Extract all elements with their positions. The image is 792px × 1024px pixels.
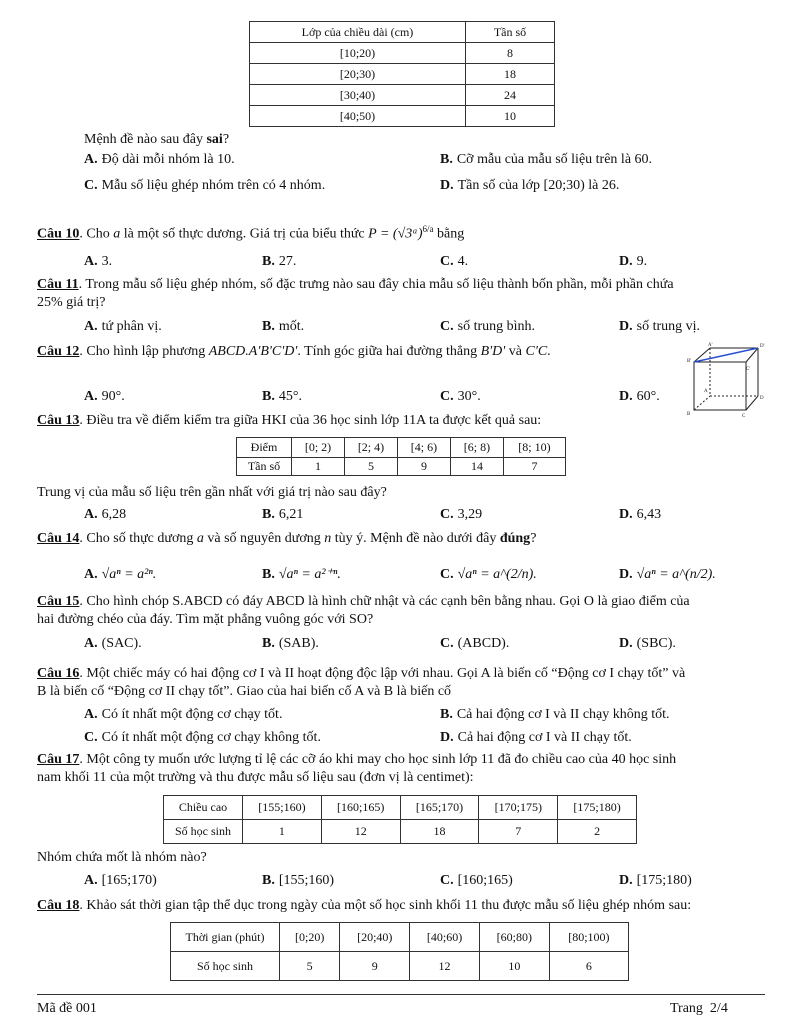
q13-stem: Câu 13. Điều tra về điểm kiểm tra giữa HKI của 36 học sinh lớp 11A ta được kết quả sau: xyxy=(37,413,542,428)
q11-option-a: A. tứ phân vị. xyxy=(84,319,162,334)
q15-stem: Câu 15. Cho hình chóp S.ABCD có đáy ABCD là hình chữ nhật và các cạnh bên bằng nhau. Gọi O là giao điểm của xyxy=(37,594,690,609)
cube-vertex-label: D xyxy=(760,396,764,401)
table-header-cell: [155;160) xyxy=(243,796,322,820)
q17-stem: Câu 17. Một công ty muốn ước lượng tỉ lệ các cỡ áo khi may cho học sinh lớp 11 đã đo chiều cao của 40 học sinh xyxy=(37,752,677,767)
table-header-cell: [40;60) xyxy=(410,923,480,952)
q14-option-a: A. √aⁿ = a²ⁿ. xyxy=(84,567,157,582)
q13-option-b: B. 6,21 xyxy=(262,507,304,522)
table-header-cell: [2; 4) xyxy=(344,438,397,458)
q17-option-a: A. [165;170) xyxy=(84,873,157,888)
cube-edge xyxy=(746,396,758,410)
q14-option-c: C. √aⁿ = a^(2/n). xyxy=(440,567,537,582)
q16-stem-line2: B là biến cố “Động cơ II chạy tốt”. Giao của hai biến cố A và B là biến cố xyxy=(37,684,452,699)
table-cell: [40;50) xyxy=(250,106,466,127)
q14-option-b: B. √aⁿ = a²⁺ⁿ. xyxy=(262,567,341,582)
table-cell: 10 xyxy=(479,952,549,981)
q13-option-a: A. 6,28 xyxy=(84,507,127,522)
table-cell: 7 xyxy=(479,820,558,844)
table-cell: 14 xyxy=(450,458,503,476)
q15-option-d: D. (SBC). xyxy=(619,636,676,651)
table-header-cell: [6; 8) xyxy=(450,438,503,458)
q13-question: Trung vị của mẫu số liệu trên gần nhất với giá trị nào sau đây? xyxy=(37,485,387,500)
q9-length-table xyxy=(249,21,555,127)
table-cell: [20;30) xyxy=(250,64,466,85)
q9-option-b: B. Cỡ mẫu của mẫu số liệu trên là 60. xyxy=(440,152,653,167)
table-header-cell: [160;165) xyxy=(321,796,400,820)
q14-stem: Câu 14. Cho số thực dương a và số nguyên dương n tùy ý. Mệnh đề nào dưới đây đúng? xyxy=(37,531,537,546)
table-cell: 5 xyxy=(344,458,397,476)
q15-stem-line2: hai đường chéo của đáy. Tìm mặt phẳng vuông góc với SO? xyxy=(37,612,374,627)
q12-option-c: C. 30°. xyxy=(440,389,481,404)
q16-option-d: D. Cả hai động cơ I và II chạy tốt. xyxy=(440,730,632,745)
q12-option-a: A. 90°. xyxy=(84,389,125,404)
table-cell: 1 xyxy=(243,820,322,844)
table-header-cell: Tần số xyxy=(466,22,555,43)
footer-page-number: Trang 2/4 xyxy=(670,1001,728,1016)
footer-exam-code: Mã đề 001 xyxy=(37,1001,97,1016)
q10-option-a: A. 3. xyxy=(84,254,113,269)
table-cell: [10;20) xyxy=(250,43,466,64)
q10-option-c: C. 4. xyxy=(440,254,469,269)
q18-exercise-table xyxy=(170,922,629,981)
q12-stem: Câu 12. Cho hình lập phương ABCD.A'B'C'D'. Tính góc giữa hai đường thẳng B'D' và C'C. xyxy=(37,344,551,359)
table-cell: 2 xyxy=(558,820,637,844)
cube-vertex-label: B xyxy=(687,412,691,417)
table-cell: 5 xyxy=(280,952,340,981)
table-cell: 1 xyxy=(292,458,345,476)
table-cell: 9 xyxy=(340,952,410,981)
table-header-cell: [20;40) xyxy=(340,923,410,952)
table-cell: 24 xyxy=(466,85,555,106)
q16-stem: Câu 16. Một chiếc máy có hai động cơ I và II hoạt động độc lập với nhau. Gọi A là biến cố “Động cơ I chạy tốt” và xyxy=(37,666,686,681)
q10-option-b: B. 27. xyxy=(262,254,297,269)
footer-divider xyxy=(37,994,765,995)
cube-vertex-label: A' xyxy=(708,343,713,348)
table-cell: 10 xyxy=(466,106,555,127)
q17-option-d: D. [175;180) xyxy=(619,873,692,888)
table-header-cell: [60;80) xyxy=(479,923,549,952)
table-cell: [30;40) xyxy=(250,85,466,106)
q10-stem: Câu 10. Cho a là một số thực dương. Giá trị của biểu thức P = (√3ᵃ)$^{6/a}$ bằng xyxy=(37,224,465,242)
q16-option-a: A. Có ít nhất một động cơ chạy tốt. xyxy=(84,707,283,722)
q14-option-d: D. √aⁿ = a^(n/2). xyxy=(619,567,716,582)
q10-option-d: D. 9. xyxy=(619,254,648,269)
cube-vertex-label: C' xyxy=(746,367,751,372)
table-header-cell: Chiều cao xyxy=(164,796,243,820)
q16-option-b: B. Cả hai động cơ I và II chạy không tốt. xyxy=(440,707,670,722)
table-header-cell: [165;170) xyxy=(400,796,479,820)
table-cell: 12 xyxy=(321,820,400,844)
table-cell: 6 xyxy=(549,952,628,981)
cube-figure xyxy=(686,342,768,418)
q13-score-table xyxy=(236,437,566,476)
cube-vertex-label: C xyxy=(742,414,746,418)
cube-hidden-edge xyxy=(694,396,710,410)
q18-stem: Câu 18. Khảo sát thời gian tập thể dục trong ngày của một số học sinh khối 11 thu được mẫu số liệu ghép nhóm sau: xyxy=(37,898,692,913)
cube-vertex-label: D' xyxy=(760,344,765,349)
q17-option-b: B. [155;160) xyxy=(262,873,335,888)
q11-option-b: B. mốt. xyxy=(262,319,305,334)
q9-option-a: A. Độ dài mỗi nhóm là 10. xyxy=(84,152,235,167)
q11-stem-line2: 25% giá trị? xyxy=(37,295,106,310)
table-header-cell: [4; 6) xyxy=(397,438,450,458)
q12-option-b: B. 45°. xyxy=(262,389,302,404)
table-cell: Tần số xyxy=(237,458,292,476)
table-header-cell: [0; 2) xyxy=(292,438,345,458)
q13-option-c: C. 3,29 xyxy=(440,507,483,522)
q17-stem-line2: nam khối 11 của một trường và thu được mẫu số liệu sau (đơn vị là centimet): xyxy=(37,770,474,785)
table-cell: 7 xyxy=(503,458,565,476)
q12-option-d: D. 60°. xyxy=(619,389,660,404)
table-cell: 9 xyxy=(397,458,450,476)
table-cell: Số học sinh xyxy=(171,952,280,981)
q16-option-c: C. Có ít nhất một động cơ chạy không tốt. xyxy=(84,730,321,745)
q17-question: Nhóm chứa mốt là nhóm nào? xyxy=(37,850,207,865)
q15-option-c: C. (ABCD). xyxy=(440,636,510,651)
q13-option-d: D. 6,43 xyxy=(619,507,662,522)
q15-option-b: B. (SAB). xyxy=(262,636,319,651)
q11-stem: Câu 11. Trong mẫu số liệu ghép nhóm, số đặc trưng nào sau đây chia mẫu số liệu thành bốn phần, mỗi phần chứa xyxy=(37,277,674,292)
table-header-cell: [80;100) xyxy=(549,923,628,952)
table-cell: 8 xyxy=(466,43,555,64)
table-cell: 12 xyxy=(410,952,480,981)
table-header-cell: [175;180) xyxy=(558,796,637,820)
table-header-cell: Điểm xyxy=(237,438,292,458)
q9-option-c: C. Mẫu số liệu ghép nhóm trên có 4 nhóm. xyxy=(84,178,326,193)
table-cell: 18 xyxy=(466,64,555,85)
cube-vertex-label: B' xyxy=(687,359,692,364)
q17-height-table xyxy=(163,795,637,844)
q11-option-d: D. số trung vị. xyxy=(619,319,701,334)
q15-option-a: A. (SAC). xyxy=(84,636,142,651)
table-cell: Số học sinh xyxy=(164,820,243,844)
table-cell: 18 xyxy=(400,820,479,844)
q11-option-c: C. số trung bình. xyxy=(440,319,536,334)
q9-stem: Mệnh đề nào sau đây sai? xyxy=(84,132,230,147)
table-header-cell: Lớp của chiều dài (cm) xyxy=(250,22,466,43)
cube-front-face xyxy=(694,362,746,410)
q9-option-d: D. Tần số của lớp [20;30) là 26. xyxy=(440,178,620,193)
table-header-cell: [8; 10) xyxy=(503,438,565,458)
table-header-cell: Thời gian (phút) xyxy=(171,923,280,952)
q17-option-c: C. [160;165) xyxy=(440,873,513,888)
cube-vertex-label: A xyxy=(704,389,708,394)
table-header-cell: [170;175) xyxy=(479,796,558,820)
table-header-cell: [0;20) xyxy=(280,923,340,952)
